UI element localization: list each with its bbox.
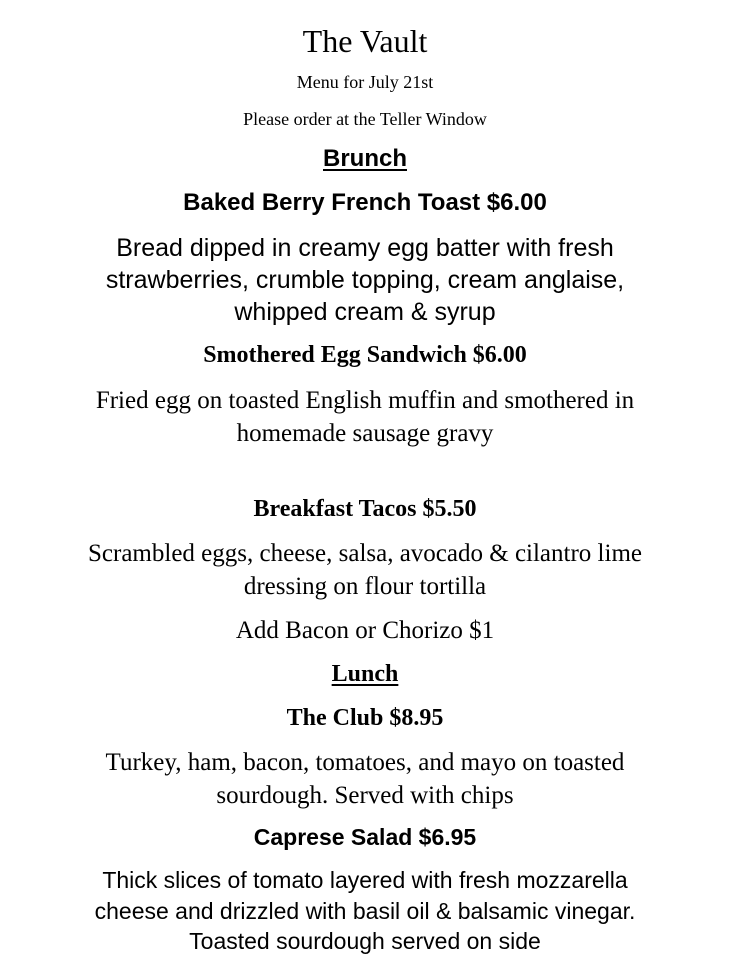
menu-item-description: cheese and drizzled with basil oil & balsamic vinegar. (94, 898, 636, 924)
menu-item-description: strawberries, crumble topping, cream anglaise, (105, 266, 625, 294)
menu-item-addon: Add Bacon or Chorizo $1 (235, 617, 495, 644)
menu-item-description: Thick slices of tomato layered with fresh mozzarella (102, 867, 628, 893)
section-heading-lunch: Lunch (331, 661, 399, 687)
menu-item-description: whipped cream & syrup (234, 298, 496, 326)
menu-item-name: Breakfast Tacos $5.50 (253, 496, 477, 522)
menu-item-description: dressing on flour tortilla (243, 573, 487, 600)
menu-item-description: Turkey, ham, bacon, tomatoes, and mayo on toasted (105, 749, 625, 776)
menu-item-description: Toasted sourdough served on side (189, 928, 541, 954)
section-heading-brunch: Brunch (323, 145, 407, 172)
menu-item-description: Bread dipped in creamy egg batter with fresh (116, 234, 614, 262)
menu-item-name: Smothered Egg Sandwich $6.00 (203, 342, 527, 368)
menu-title: The Vault (302, 23, 428, 59)
menu-item-description: sourdough. Served with chips (216, 782, 514, 809)
menu-item-name: Baked Berry French Toast $6.00 (183, 189, 547, 216)
menu-date: Menu for July 21st (296, 72, 434, 92)
menu-item-description: homemade sausage gravy (236, 420, 494, 447)
menu-item-name: The Club $8.95 (286, 705, 444, 731)
menu-item-name: Caprese Salad $6.95 (253, 824, 477, 850)
menu-item-description: Scrambled eggs, cheese, salsa, avocado & cilantro lime (88, 540, 642, 567)
menu-item-description: Fried egg on toasted English muffin and smothered in (95, 387, 635, 414)
order-instruction: Please order at the Teller Window (243, 109, 487, 129)
